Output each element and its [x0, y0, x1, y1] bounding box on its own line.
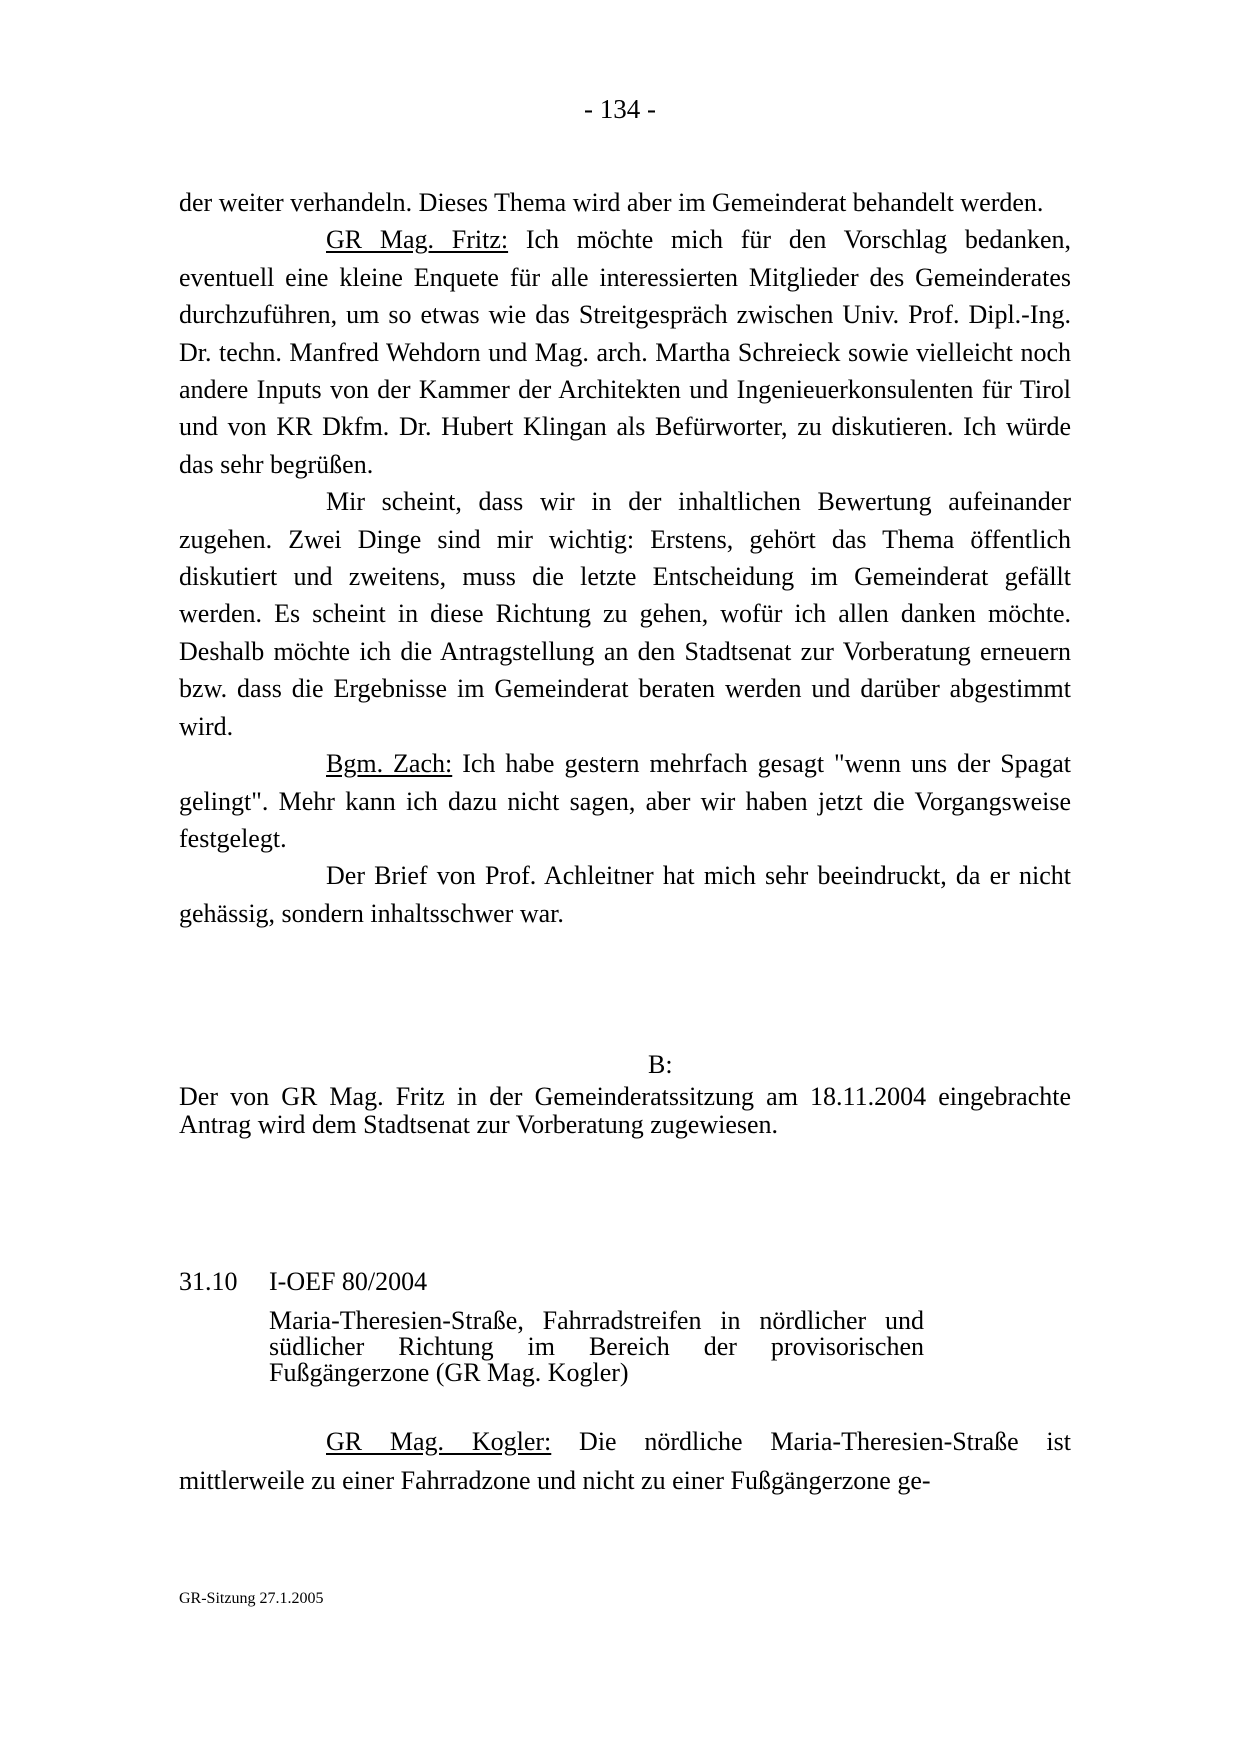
resolution-label: B: [648, 1050, 673, 1079]
speaker-fritz: GR Mag. Fritz: [326, 225, 509, 255]
page-number: - 134 - [584, 94, 656, 124]
main-text [179, 184, 1071, 932]
paragraph-kogler-text: Die nördliche Maria-Theresien-Straße ist mittlerweile zu einer Fahrradzone und nicht zu einer Fußgängerzone ge- [179, 1427, 1071, 1495]
paragraph-fritz [179, 221, 1071, 483]
paragraph-zach [179, 745, 1071, 857]
speaker-kogler: GR Mag. Kogler: [326, 1427, 552, 1456]
agenda-item-number: 31.10 [179, 1267, 238, 1296]
paragraph-3: Mir scheint, dass wir in der inhaltlichen Bewertung aufeinander zugehen. Zwei Dinge sind mir wichtig: Erstens, gehört das Thema öffentlich diskutiert und zweitens, muss die letzte Entscheidung im Gemeinderat gefällt werden. Es scheint in diese Richtung zu gehen, wofür ich allen danken möchte. Deshalb möchte ich die Antragstellung an den Stadtsenat zur Vorberatung erneuern bzw. dass die Ergebnisse im Gemeinderat beraten werden und darüber abgestimmt wird. [179, 487, 1071, 741]
paragraph-kogler [179, 1422, 1071, 1500]
paragraph-1: der weiter verhandeln. Dieses Thema wird aber im Gemeinderat behandelt werden. [179, 188, 1044, 217]
paragraph-zach-text: Ich habe gestern mehrfach gesagt "wenn uns der Spagat gelingt". Mehr kann ich dazu nicht sagen, aber wir haben jetzt die Vorgangsweise festgelegt. [179, 749, 1071, 853]
speaker-zach: Bgm. Zach: [326, 749, 453, 779]
agenda-item-code: I-OEF 80/2004 [269, 1267, 428, 1296]
paragraph-fritz-text: Ich möchte mich für den Vorschlag bedanken, eventuell eine kleine Enquete für alle interessierten Mitglieder des Gemeinderates durchzuführen, um so etwas wie das Streitgespräch zwischen Univ. Prof. Dipl.-Ing. Dr. techn. Manfred Wehdorn und Mag. arch. Martha Schreieck sowie vielleicht noch andere Inputs von der Kammer der Architekten und Ingenieuerkonsulenten für Tirol und von KR Dkfm. Dr. Hubert Klingan als Befürworter, zu diskutieren. Ich würde das sehr begrüßen. [179, 225, 1071, 479]
resolution-text: Der von GR Mag. Fritz in der Gemeinderatssitzung am 18.11.2004 eingebrachte Antrag wird dem Stadtsenat zur Vorberatung zugewiesen. [179, 1082, 1071, 1139]
agenda-item-title: Maria-Theresien-Straße, Fahrradstreifen in nördlicher und südlicher Richtung im Bereich der provisorischen Fußgängerzone (GR Mag. Kogler) [269, 1306, 924, 1387]
footer: GR-Sitzung 27.1.2005 [179, 1590, 324, 1607]
paragraph-5: Der Brief von Prof. Achleitner hat mich sehr beeindruckt, da er nicht gehässig, sondern inhaltsschwer war. [179, 861, 1071, 928]
